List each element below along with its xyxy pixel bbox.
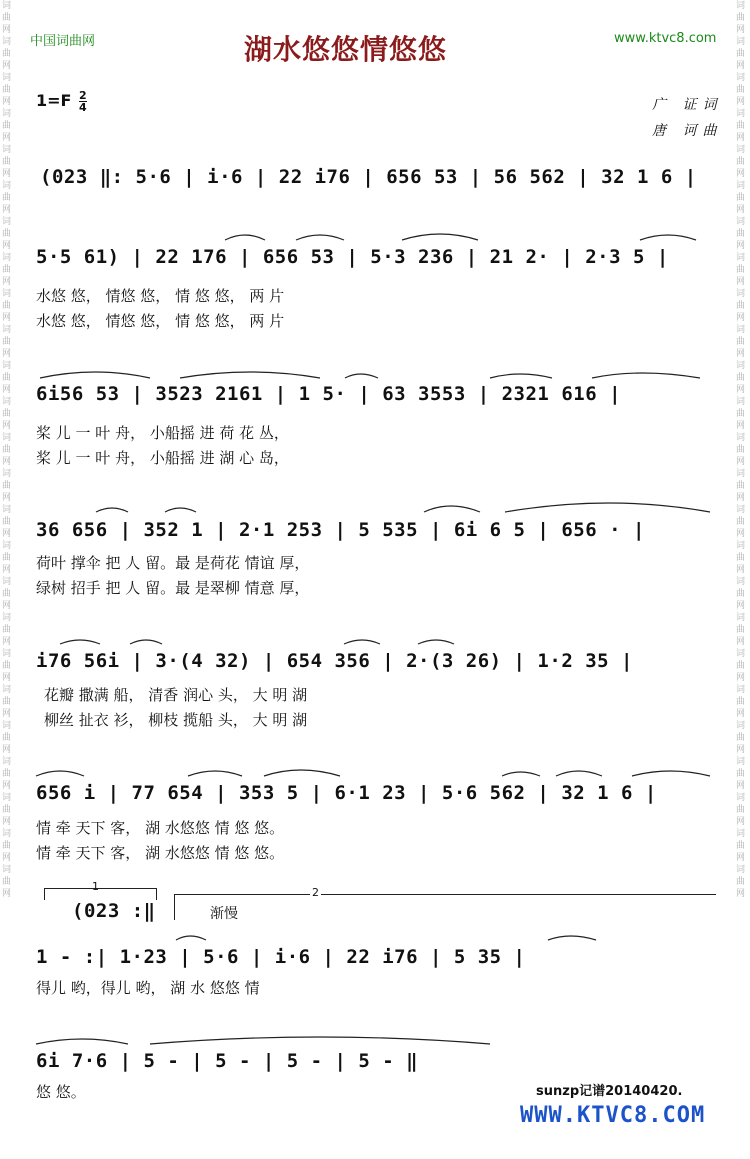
volta-2-label: 2 <box>312 886 319 899</box>
left-watermark: 词曲网词曲网词曲网词曲网词曲网词曲网词曲网词曲网词曲网词曲网词曲网词曲网词曲网词曲网词曲网词曲网词曲网词曲网词曲网词曲网词曲网词曲网词曲网词曲网词曲网 <box>2 1 12 899</box>
volta-2-bracket <box>174 894 716 895</box>
lyric-line-5-verse-2: 柳丝 扯衣 衫， 柳枝 揽船 头， 大 明 湖 <box>44 711 308 729</box>
key-label: 1=F <box>36 91 72 110</box>
score-line-1: (023 ‖: 5·6 | i·6 | 22 i76 | 656 53 | 56 562 | 32 1 6 | <box>40 166 697 188</box>
volta-2-bracket-start <box>174 894 175 920</box>
transcriber-signature: sunzp记谱20140420. <box>536 1084 683 1099</box>
score-line-5: i76 56i | 3·(4 32) | 654 356 | 2·(3 26) | 1·2 35 | <box>36 650 633 672</box>
song-title: 湖水悠悠情悠悠 <box>244 33 448 66</box>
volta-1-label: 1 <box>92 880 99 893</box>
lyric-line-3-verse-1: 桨 儿 一 叶 舟， 小船摇 进 荷 花 丛， <box>36 424 289 442</box>
lyric-line-5-verse-1: 花瓣 撒满 船， 清香 润心 头， 大 明 湖 <box>44 686 308 704</box>
score-line-8: 6i 7·6 | 5 - | 5 - | 5 - | 5 - ‖ <box>36 1050 419 1072</box>
volta-1-music: (023 :‖ <box>72 900 156 922</box>
time-top: 2 <box>79 89 87 102</box>
score-line-3: 6i56 53 | 3523 2161 | 1 5· | 63 3553 | 2321 616 | <box>36 383 622 405</box>
volta-1-bracket-right <box>156 888 157 900</box>
lyric-line-4-verse-2: 绿树 招手 把 人 留。最 是翠柳 情意 厚， <box>36 579 310 597</box>
lyric-line-6-verse-2: 情 牵 天下 客， 湖 水悠悠 情 悠 悠。 <box>36 844 285 862</box>
time-bottom: 4 <box>79 101 87 114</box>
score-line-7: 1 - :| 1·23 | 5·6 | i·6 | 22 i76 | 5 35 | <box>36 946 526 968</box>
composer-credit: 唐 诃曲 <box>652 123 723 139</box>
lyric-line-2-verse-2: 水悠 悠， 情悠 悠， 情 悠 悠， 两 片 <box>36 312 285 330</box>
lyric-line-4-verse-1: 荷叶 撑伞 把 人 留。最 是荷花 情谊 厚， <box>36 554 310 572</box>
score-line-2: 5·5 61) | 22 176 | 656 53 | 5·3 236 | 21 2· | 2·3 5 | <box>36 246 669 268</box>
site-name-left: 中国词曲网 <box>30 34 96 49</box>
key-signature <box>36 90 87 113</box>
lyricist-credit: 广 证词 <box>652 97 723 113</box>
site-logo-text: WWW.KTVC8.COM <box>520 1103 706 1128</box>
volta-1-bracket-end <box>44 888 45 900</box>
volta-1-bracket <box>44 888 156 889</box>
lyric-line-2-verse-1: 水悠 悠， 情悠 悠， 情 悠 悠， 两 片 <box>36 287 285 305</box>
lyric-line-3-verse-2: 桨 儿 一 叶 舟， 小船摇 进 湖 心 岛， <box>36 449 289 467</box>
score-line-6: 656 i | 77 654 | 353 5 | 6·1 23 | 5·6 562 | 32 1 6 | <box>36 782 657 804</box>
lyric-line-6-verse-1: 情 牵 天下 客， 湖 水悠悠 情 悠 悠。 <box>36 819 285 837</box>
site-logo-bottom <box>520 1103 705 1128</box>
tempo-mark: 渐慢 <box>210 906 238 922</box>
lyric-line-8: 悠 悠。 <box>36 1083 86 1101</box>
right-watermark: 词曲网词曲网词曲网词曲网词曲网词曲网词曲网词曲网词曲网词曲网词曲网词曲网词曲网词曲网词曲网词曲网词曲网词曲网词曲网词曲网词曲网词曲网词曲网词曲网词曲网 <box>736 1 746 899</box>
time-signature <box>79 90 87 113</box>
lyric-line-7: 得儿 哟，得儿 哟， 湖 水 悠悠 情 <box>36 979 260 997</box>
score-line-4: 36 656 | 352 1 | 2·1 253 | 5 535 | 6i 6 5 | 656 · | <box>36 519 645 541</box>
site-url-right: www.ktvc8.com <box>614 31 717 46</box>
